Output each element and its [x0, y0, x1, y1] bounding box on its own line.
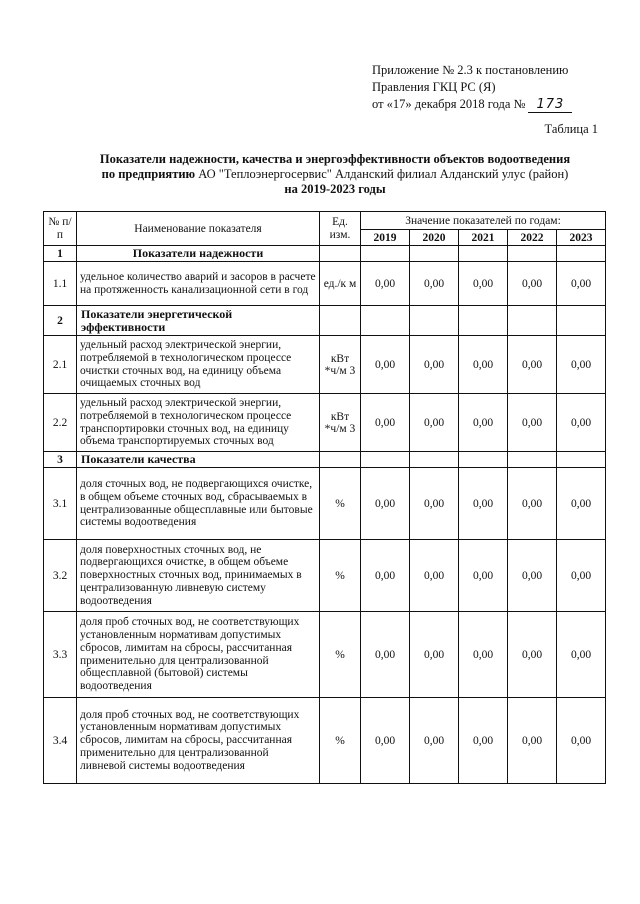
value-cell: 0,00: [361, 612, 410, 698]
row-number: 2.2: [44, 394, 77, 452]
row-number: 1: [44, 246, 77, 262]
unit-cell: ед./к м: [320, 262, 361, 306]
value-cell: 0,00: [557, 540, 606, 612]
appendix-line-3: [372, 96, 572, 113]
header-name: Наименование показателя: [77, 212, 320, 246]
unit-cell: %: [320, 468, 361, 540]
section-name: Показатели надежности: [77, 246, 320, 262]
value-cell: 0,00: [557, 468, 606, 540]
empty-cell: [361, 452, 410, 468]
row-number: 3.3: [44, 612, 77, 698]
value-cell: 0,00: [557, 262, 606, 306]
value-cell: 0,00: [459, 540, 508, 612]
value-cell: 0,00: [508, 394, 557, 452]
table-row: [44, 394, 606, 452]
appendix-line-1: Приложение № 2.3 к постановлению: [372, 63, 569, 77]
indicator-name: удельный расход электрической энергии, потребляемой в технологическом процессе транспортировки сточных вод, на единицу объема транспортируемых сточных вод: [77, 394, 320, 452]
value-cell: 0,00: [410, 394, 459, 452]
value-cell: 0,00: [557, 394, 606, 452]
section-name: Показатели энергетической эффективности: [77, 306, 320, 336]
value-cell: 0,00: [557, 612, 606, 698]
value-cell: 0,00: [508, 698, 557, 784]
value-cell: 0,00: [410, 262, 459, 306]
indicator-name: доля сточных вод, не подвергающихся очистке, в общем объеме сточных вод, сбрасываемых в централизованные общесплавные или бытовые системы водоотведения: [77, 468, 320, 540]
table-row: [44, 336, 606, 394]
table-row: [44, 262, 606, 306]
section-row: [44, 246, 606, 262]
title-line-1: Показатели надежности, качества и энергоэффективности объектов водоотведения: [99, 152, 571, 166]
empty-cell: [320, 452, 361, 468]
indicator-name: удельное количество аварий и засоров в расчете на протяженность канализационной сети в год: [77, 262, 320, 306]
decree-number: 173: [528, 98, 572, 113]
header-year: 2020: [410, 230, 459, 246]
appendix-line-2: Правления ГКЦ РС (Я): [372, 80, 496, 94]
empty-cell: [361, 306, 410, 336]
table-row: [44, 540, 606, 612]
row-number: 3: [44, 452, 77, 468]
section-row: [44, 306, 606, 336]
title-line-2-bold: по предприятию: [101, 167, 196, 181]
value-cell: 0,00: [508, 612, 557, 698]
value-cell: 0,00: [410, 540, 459, 612]
row-number: 2.1: [44, 336, 77, 394]
header-row: [44, 212, 606, 230]
value-cell: 0,00: [410, 468, 459, 540]
header-unit: Ед. изм.: [320, 212, 361, 246]
section-row: [44, 452, 606, 468]
header-year: 2019: [361, 230, 410, 246]
unit-cell: %: [320, 540, 361, 612]
empty-cell: [459, 246, 508, 262]
decree-date: от «17» декабря 2018 года №: [372, 97, 526, 111]
indicators-table: [43, 211, 606, 784]
header-year: 2023: [557, 230, 606, 246]
empty-cell: [410, 246, 459, 262]
row-number: 3.4: [44, 698, 77, 784]
indicator-name: доля поверхностных сточных вод, не подвергающихся очистке, в общем объеме поверхностных сточных вод, принимаемых в централизованную ливневую систему водоотведения: [77, 540, 320, 612]
unit-cell: %: [320, 612, 361, 698]
value-cell: 0,00: [361, 698, 410, 784]
title-line-2: [60, 167, 610, 182]
value-cell: 0,00: [508, 468, 557, 540]
value-cell: 0,00: [410, 612, 459, 698]
header-year: 2021: [459, 230, 508, 246]
header-values: Значение показателей по годам:: [361, 212, 606, 230]
unit-cell: кВт *ч/м 3: [320, 336, 361, 394]
value-cell: 0,00: [459, 394, 508, 452]
unit-cell: кВт *ч/м 3: [320, 394, 361, 452]
table-row: [44, 468, 606, 540]
empty-cell: [508, 452, 557, 468]
value-cell: 0,00: [508, 336, 557, 394]
value-cell: 0,00: [361, 336, 410, 394]
header-num: № п/п: [44, 212, 77, 246]
empty-cell: [459, 452, 508, 468]
table-row: [44, 612, 606, 698]
row-number: 2: [44, 306, 77, 336]
value-cell: 0,00: [459, 612, 508, 698]
value-cell: 0,00: [410, 336, 459, 394]
empty-cell: [557, 306, 606, 336]
unit-cell: %: [320, 698, 361, 784]
row-number: 3.1: [44, 468, 77, 540]
value-cell: 0,00: [361, 262, 410, 306]
empty-cell: [361, 246, 410, 262]
header-year: 2022: [508, 230, 557, 246]
value-cell: 0,00: [508, 540, 557, 612]
appendix-header: [372, 62, 572, 113]
value-cell: 0,00: [410, 698, 459, 784]
value-cell: 0,00: [361, 540, 410, 612]
table-label: Таблица 1: [544, 122, 598, 136]
value-cell: 0,00: [459, 468, 508, 540]
table-row: [44, 698, 606, 784]
empty-cell: [557, 246, 606, 262]
indicator-name: удельный расход электрической энергии, потребляемой в технологическом процессе очистки сточных вод, на единицу объема очищаемых сточных вод: [77, 336, 320, 394]
value-cell: 0,00: [361, 468, 410, 540]
value-cell: 0,00: [508, 262, 557, 306]
empty-cell: [459, 306, 508, 336]
title-line-2-rest: АО "Теплоэнергосервис" Алданский филиал Алданский улус (район): [195, 167, 569, 181]
document-title: [60, 152, 610, 197]
row-number: 1.1: [44, 262, 77, 306]
value-cell: 0,00: [557, 698, 606, 784]
value-cell: 0,00: [557, 336, 606, 394]
indicator-name: доля проб сточных вод, не соответствующих установленным нормативам допустимых сбросов, лимитам на сбросы, рассчитанная применительно для централизованной ливневой системы водоотведения: [77, 698, 320, 784]
value-cell: 0,00: [459, 262, 508, 306]
row-number: 3.2: [44, 540, 77, 612]
empty-cell: [508, 306, 557, 336]
empty-cell: [320, 306, 361, 336]
indicator-name: доля проб сточных вод, не соответствующих установленным нормативам допустимых сбросов, лимитам на сбросы, рассчитанная применительно для централизованной общесплавной (бытовой) системы водоотведения: [77, 612, 320, 698]
value-cell: 0,00: [361, 394, 410, 452]
empty-cell: [557, 452, 606, 468]
empty-cell: [410, 452, 459, 468]
value-cell: 0,00: [459, 698, 508, 784]
title-line-3: на 2019-2023 годы: [284, 182, 386, 196]
empty-cell: [508, 246, 557, 262]
value-cell: 0,00: [459, 336, 508, 394]
section-name: Показатели качества: [77, 452, 320, 468]
empty-cell: [320, 246, 361, 262]
empty-cell: [410, 306, 459, 336]
